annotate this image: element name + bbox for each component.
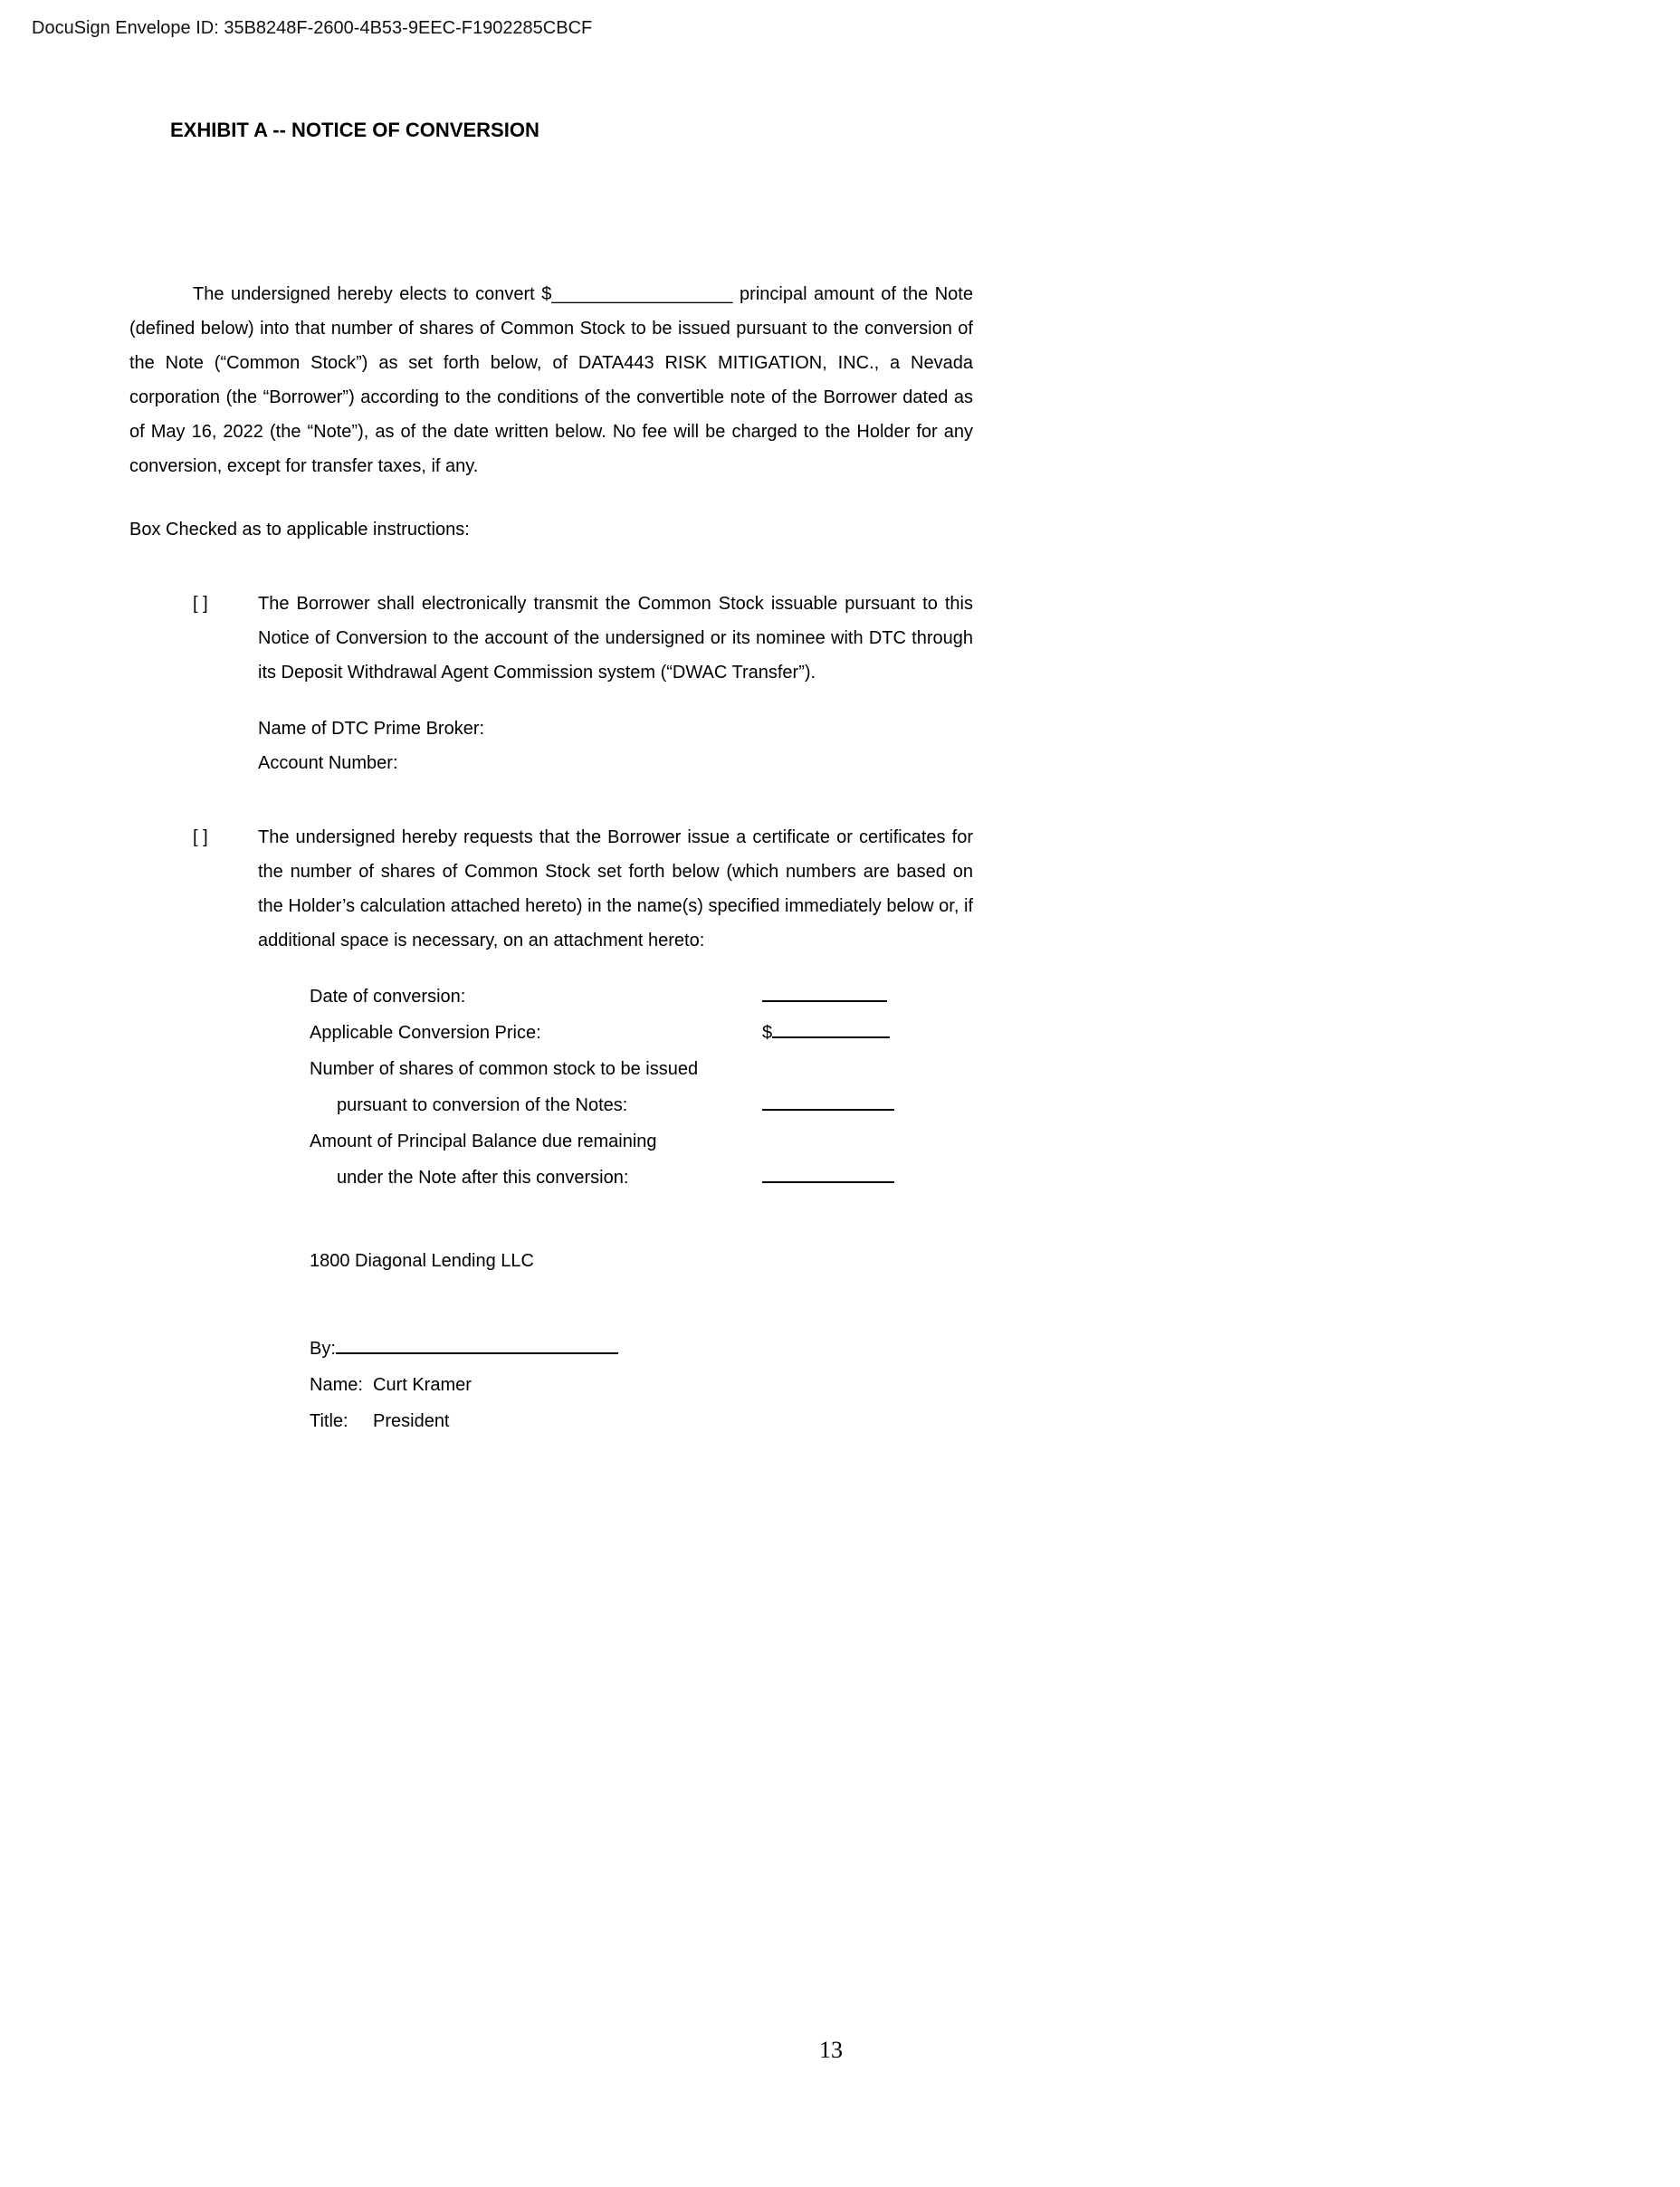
principal-balance-label-line2: under the Note after this conversion:: [337, 1168, 629, 1188]
form-row-shares-issued-2: [310, 1088, 898, 1124]
checkbox-dwac-text: The Borrower shall electronically transmit the Common Stock issuable pursuant to this Notice of Conversion to the account of the undersigned or its nominee with DTC through its Deposit Withdrawal Agent Commission system (“DWAC Transfer”).: [258, 594, 973, 683]
date-of-conversion-label: Date of conversion:: [310, 987, 466, 1007]
checkbox-dwac[interactable]: [ ]: [193, 594, 208, 614]
form-row-date-of-conversion: [310, 979, 898, 1016]
form-row-conversion-price: [310, 1016, 898, 1052]
intro-paragraph: The undersigned hereby elects to convert $__________________ principal amount of the Note (defined below) into that number of shares of Common Stock to be issued pursuant to the conversion of the Note (“Common Stock”) as set forth below, of DATA443 RISK MITIGATION, INC., a Nevada corporation (the “Borrower”) according to the conditions of the convertible note of the Borrower dated as of May 16, 2022 (the “Note”), as of the date written below. No fee will be charged to the Holder for any conversion, except for transfer taxes, if any.: [129, 284, 973, 476]
by-label: By:: [310, 1339, 336, 1359]
signature-title-row: [310, 1403, 973, 1439]
principal-balance-value: [762, 1160, 898, 1195]
conversion-price-label: Applicable Conversion Price:: [310, 1023, 541, 1043]
signature-by-row: [310, 1331, 973, 1367]
date-of-conversion-blank[interactable]: [762, 982, 887, 1002]
dtc-broker-block: [258, 711, 973, 780]
date-of-conversion-value: [762, 979, 898, 1014]
name-value: Curt Kramer: [373, 1375, 472, 1395]
box-checked-label: Box Checked as to applicable instructions:: [129, 520, 470, 540]
title-value: President: [373, 1411, 450, 1431]
conversion-form-block: [310, 979, 898, 1197]
page-number: 13: [819, 2037, 843, 2063]
shares-issued-label-line2: pursuant to conversion of the Notes:: [337, 1095, 628, 1115]
shares-issued-label-line1: Number of shares of common stock to be issued: [310, 1059, 699, 1079]
signature-name-row: [310, 1367, 973, 1403]
conversion-price-blank[interactable]: [772, 1018, 890, 1038]
checkbox-item-dwac: [129, 587, 973, 690]
checkbox-certificate-text: The undersigned hereby requests that the Borrower issue a certificate or certificates for the number of shares of Common Stock set forth below (which numbers are based on the Holder’s calculation attached hereto) in the name(s) specified immediately below or, if additional space is necessary, on an attachment hereto:: [258, 827, 973, 950]
checkbox-certificate[interactable]: [ ]: [193, 827, 208, 847]
checkbox-item-certificate: [129, 820, 973, 958]
shares-issued-value: [762, 1088, 898, 1122]
docusign-envelope-id: DocuSign Envelope ID: 35B8248F-2600-4B53-9EEC-F1902285CBCF: [32, 18, 593, 38]
form-row-shares-issued-1: [310, 1052, 898, 1088]
name-label: Name:: [310, 1375, 363, 1395]
form-row-principal-balance-1: [310, 1124, 898, 1160]
signature-block: [310, 1331, 973, 1439]
shares-issued-blank[interactable]: [762, 1091, 894, 1111]
account-number-label: Account Number:: [258, 753, 398, 773]
form-row-principal-balance-2: [310, 1160, 898, 1197]
dollar-sign-prefix: $: [762, 1023, 773, 1043]
company-name: 1800 Diagonal Lending LLC: [310, 1251, 534, 1271]
dtc-prime-broker-label: Name of DTC Prime Broker:: [258, 719, 485, 739]
title-label: Title:: [310, 1411, 348, 1431]
exhibit-title: EXHIBIT A -- NOTICE OF CONVERSION: [170, 119, 539, 141]
signature-blank[interactable]: [336, 1334, 618, 1354]
conversion-price-value: [762, 1016, 898, 1050]
document-content: [129, 118, 973, 1439]
principal-balance-blank[interactable]: [762, 1163, 894, 1183]
principal-balance-label-line1: Amount of Principal Balance due remaining: [310, 1132, 657, 1151]
